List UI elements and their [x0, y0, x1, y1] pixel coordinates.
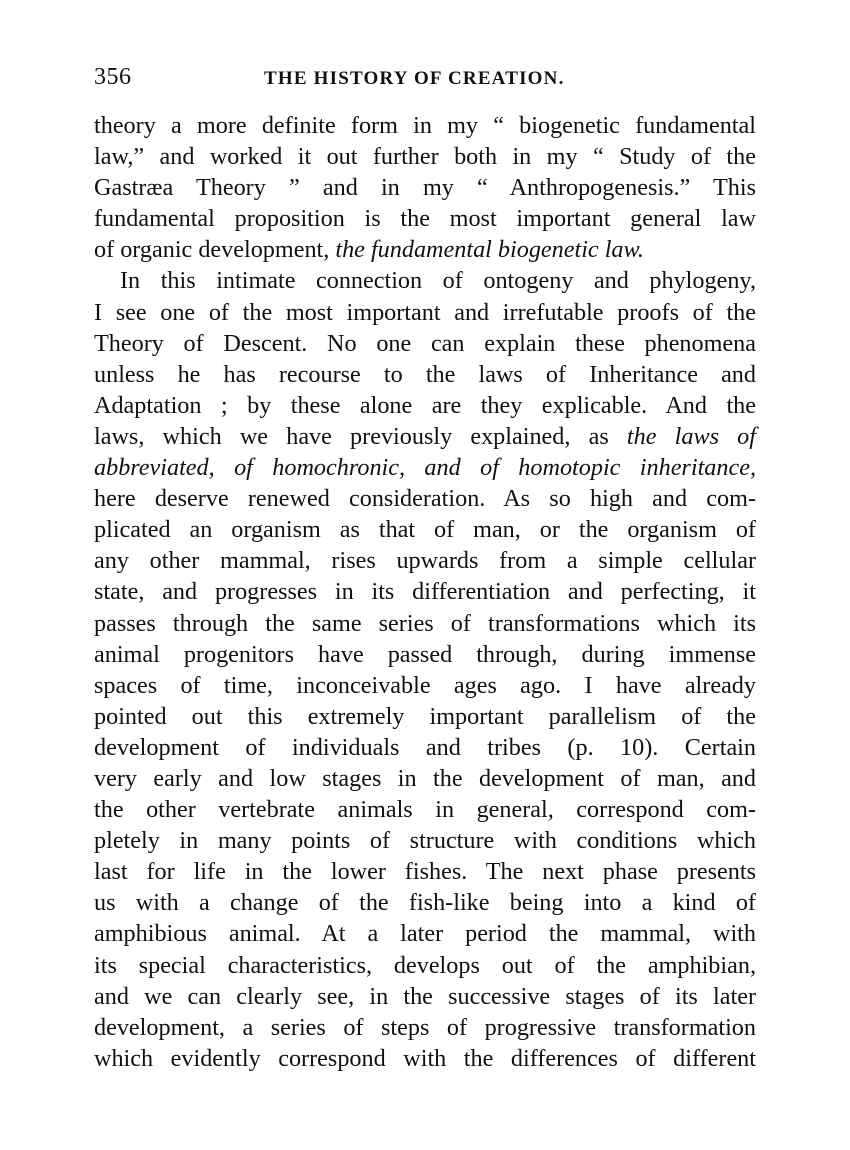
italic-emphasis: the laws of [626, 422, 756, 450]
italic-emphasis: abbreviated, of homochronic, and of homotopic inheritance, [94, 454, 756, 482]
text-line: unless he has recourse to the laws of Inheritance and [94, 360, 756, 388]
text-line: us with a change of the fish-like being into a kind of [94, 889, 756, 917]
text-line: Adaptation ; by these alone are they explicable. And the [94, 391, 756, 419]
italic-emphasis: the fundamental biogenetic law. [335, 236, 644, 264]
text-line: state, and progresses in its differentiation and perfecting, it [94, 578, 756, 606]
text-line [94, 421, 756, 452]
text-line: its special characteristics, develops out of the amphibian, [94, 951, 756, 979]
text-line [94, 452, 756, 483]
body-text [94, 110, 756, 1074]
paragraph-1 [94, 110, 756, 265]
text-line: last for life in the lower fishes. The next phase presents [94, 858, 756, 886]
text-line: very early and low stages in the development of man, and [94, 764, 756, 792]
text-line: passes through the same series of transformations which its [94, 609, 756, 637]
text-line: here deserve renewed consideration. As so high and com- [94, 485, 756, 513]
text-line: fundamental proposition is the most important general law [94, 205, 756, 233]
text-line: animal progenitors have passed through, during immense [94, 640, 756, 668]
running-title: THE HISTORY OF CREATION. [264, 68, 565, 89]
text-line: Theory of Descent. No one can explain these phenomena [94, 329, 756, 357]
text-line: any other mammal, rises upwards from a simple cellular [94, 547, 756, 575]
text-line: plicated an organism as that of man, or the organism of [94, 516, 756, 544]
text-line: pletely in many points of structure with conditions which [94, 827, 756, 855]
text-line [94, 234, 756, 265]
text-line: pointed out this extremely important parallelism of the [94, 702, 756, 730]
text-line: and we can clearly see, in the successive stages of its later [94, 982, 756, 1010]
paragraph-2 [94, 265, 756, 1073]
text-line: development, a series of steps of progressive transformation [94, 1013, 756, 1041]
text-line: law,” and worked it out further both in my “ Study of the [94, 143, 756, 171]
page-header [94, 62, 756, 96]
page-number: 356 [94, 64, 132, 90]
text-line: which evidently correspond with the differences of different [94, 1044, 756, 1072]
text-run: of organic development, [94, 236, 336, 264]
text-line: I see one of the most important and irrefutable proofs of the [94, 298, 756, 326]
text-line: development of individuals and tribes (p. 10). Certain [94, 733, 756, 761]
text-run: laws, which we have previously explained, as [94, 422, 627, 450]
text-line: theory a more definite form in my “ biogenetic fundamental [94, 112, 756, 139]
book-page [94, 62, 756, 1074]
text-line: the other vertebrate animals in general, correspond com- [94, 796, 756, 824]
text-line: spaces of time, inconceivable ages ago. I have already [94, 671, 756, 699]
text-line: amphibious animal. At a later period the mammal, with [94, 920, 756, 948]
text-line: Gastræa Theory ” and in my “ Anthropogenesis.” This [94, 174, 756, 202]
text-line: In this intimate connection of ontogeny and phylogeny, [120, 267, 756, 295]
